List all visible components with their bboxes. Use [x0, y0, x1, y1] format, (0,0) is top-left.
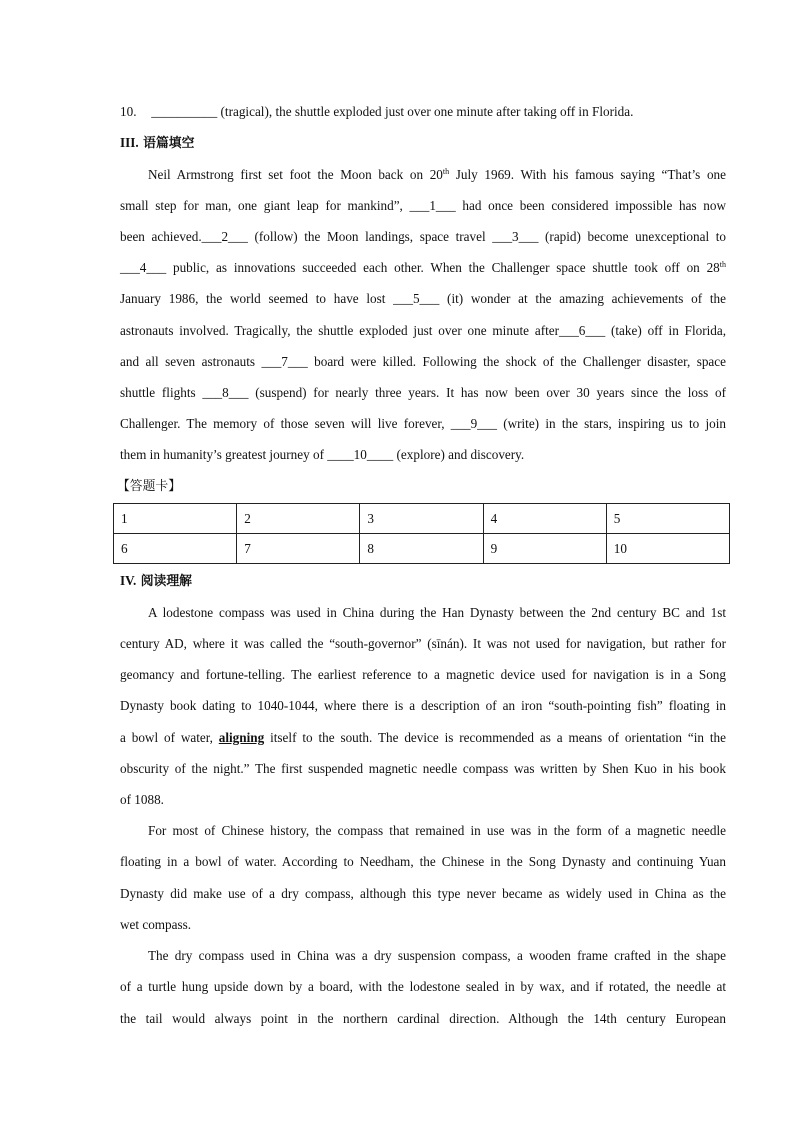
passage-line: a bowl of water, aligning itself to the south. The device is recommended as a means of orientation “in the: [120, 730, 726, 745]
answer-cell[interactable]: 10: [606, 534, 729, 564]
section-number: IV.: [120, 573, 137, 588]
question-number: 10.: [120, 104, 137, 119]
passage-line: geomancy and fortune-telling. The earliest reference to a magnetic device used for navigation is in a Song: [120, 667, 726, 682]
passage-line: The dry compass used in China was a dry suspension compass, a wooden frame crafted in the shape: [148, 948, 726, 963]
answer-card-table: [113, 503, 730, 564]
passage-line: wet compass.: [120, 917, 192, 932]
answer-cell[interactable]: 9: [483, 534, 606, 564]
section-4-heading: [120, 573, 192, 590]
section-title: 阅读理解: [140, 574, 192, 589]
passage-line: floating in a bowl of water. According to Needham, the Chinese in the Song Dynasty and continuing Yuan: [120, 854, 726, 869]
section-number: III.: [120, 135, 139, 150]
passage-line: them in humanity’s greatest journey of ____10____ (explore) and discovery.: [120, 447, 525, 462]
question-10: [120, 104, 633, 120]
passage-line: ___4___ public, as innovations succeeded each other. When the Challenger space shuttle took off on 28th: [120, 260, 726, 275]
passage-line: Dynasty did make use of a dry compass, although this type never became as widely used in China as the: [120, 886, 726, 901]
passage-line: astronauts involved. Tragically, the shuttle exploded just over one minute after___6___ (take) off in Florida,: [120, 323, 726, 338]
answer-cell[interactable]: 1: [114, 504, 237, 534]
table-row: [114, 504, 730, 534]
passage-line: Dynasty book dating to 1040-1044, where there is a description of an iron “south-pointing fish” floating in: [120, 698, 726, 713]
passage-line: Neil Armstrong first set foot the Moon back on 20th July 1969. With his famous saying “That’s one: [148, 167, 726, 182]
answer-cell[interactable]: 8: [360, 534, 483, 564]
answer-card-label: 【答题卡】: [117, 479, 181, 494]
passage-line: shuttle flights ___8___ (suspend) for nearly three years. It has now been over 30 years since the loss of: [120, 385, 726, 400]
underlined-word: aligning: [218, 730, 265, 745]
passage-line: small step for man, one giant leap for mankind”, ___1___ had once been considered impossible has now: [120, 198, 726, 213]
passage-line: and all seven astronauts ___7___ board were killed. Following the shock of the Challenger disaster, space: [120, 354, 726, 369]
answer-cell[interactable]: 5: [606, 504, 729, 534]
passage-line: the tail would always point in the northern cardinal direction. Although the 14th century European: [120, 1011, 726, 1026]
answer-cell[interactable]: 4: [483, 504, 606, 534]
answer-cell[interactable]: 6: [114, 534, 237, 564]
passage-line: For most of Chinese history, the compass that remained in use was in the form of a magnetic needle: [148, 823, 726, 838]
answer-cell[interactable]: 3: [360, 504, 483, 534]
passage-line: Challenger. The memory of those seven will live forever, ___9___ (write) in the stars, inspiring us to join: [120, 416, 726, 431]
passage-line: century AD, where it was called the “south-governor” (sīnán). It was not used for navigation, but rather for: [120, 636, 726, 651]
answer-cell[interactable]: 7: [237, 534, 360, 564]
passage-line: obscurity of the night.” The first suspended magnetic needle compass was written by Shen Kuo in his book: [120, 761, 726, 776]
section-title: 语篇填空: [143, 136, 195, 151]
passage-line: been achieved.___2___ (follow) the Moon landings, space travel ___3___ (rapid) become unexceptional to: [120, 229, 726, 244]
passage-line: A lodestone compass was used in China during the Han Dynasty between the 2nd century BC and 1st: [148, 605, 726, 620]
passage-line: of a turtle hung upside down by a board, with the lodestone sealed in by wax, and if rotated, the needle at: [120, 979, 726, 994]
passage-line: January 1986, the world seemed to have lost ___5___ (it) wonder at the amazing achievements of the: [120, 291, 726, 306]
question-text: __________ (tragical), the shuttle exploded just over one minute after taking off in Florida.: [151, 104, 634, 119]
section-3-heading: [120, 135, 194, 152]
table-row: [114, 534, 730, 564]
answer-cell[interactable]: 2: [237, 504, 360, 534]
passage-line: of 1088.: [120, 792, 164, 807]
